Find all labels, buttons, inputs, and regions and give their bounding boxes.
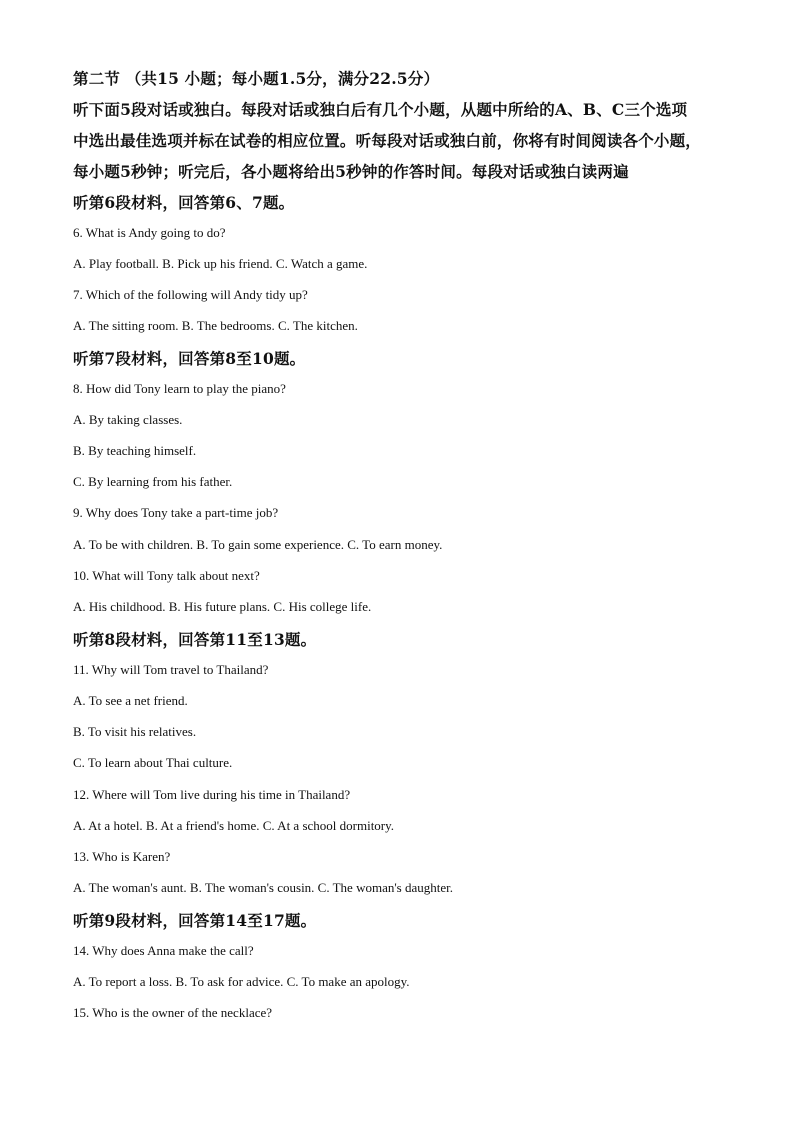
question-8-option-b: B. By teaching himself. xyxy=(73,443,197,458)
instructions-line-2: 中选出最佳选项并标在试卷的相应位置。听每段对话或独白前，你将有时间阅读各个小题， xyxy=(73,131,702,150)
question-13: 13. Who is Karen? xyxy=(73,849,171,864)
question-8-option-a: A. By taking classes. xyxy=(73,412,183,427)
question-12: 12. Where will Tom live during his time in Thailand? xyxy=(73,787,351,802)
question-8: 8. How did Tony learn to play the piano? xyxy=(73,381,286,396)
question-9: 9. Why does Tony take a part-time job? xyxy=(73,505,279,520)
question-11: 11. Why will Tom travel to Thailand? xyxy=(73,662,269,677)
group-heading-9: 听第9段材料，回答第14至17题。 xyxy=(73,911,317,930)
question-13-options: A. The woman's aunt. B. The woman's cousin. C. The woman's daughter. xyxy=(73,880,454,895)
question-7: 7. Which of the following will Andy tidy up? xyxy=(73,287,308,302)
section-title: 第二节 （共15 小题；每小题1.5分，满分22.5分） xyxy=(73,69,440,88)
group-heading-7: 听第7段材料，回答第8至10题。 xyxy=(73,349,306,368)
group-heading-6: 听第6段材料，回答第6、7题。 xyxy=(73,193,295,212)
question-15: 15. Who is the owner of the necklace? xyxy=(73,1005,273,1020)
group-heading-8: 听第8段材料，回答第11至13题。 xyxy=(73,630,317,649)
question-11-option-c: C. To learn about Thai culture. xyxy=(73,755,233,770)
question-11-option-a: A. To see a net friend. xyxy=(73,693,188,708)
question-6: 6. What is Andy going to do? xyxy=(73,225,226,240)
question-11-option-b: B. To visit his relatives. xyxy=(73,724,197,739)
question-7-options: A. The sitting room. B. The bedrooms. C. The kitchen. xyxy=(73,318,358,333)
question-9-options: A. To be with children. B. To gain some experience. C. To earn money. xyxy=(73,537,443,552)
question-14: 14. Why does Anna make the call? xyxy=(73,943,254,958)
instructions-line-1: 听下面5段对话或独白。每段对话或独白后有几个小题，从题中所给的A、B、C三个选项 xyxy=(73,100,688,119)
question-6-options: A. Play football. B. Pick up his friend. C. Watch a game. xyxy=(73,256,368,271)
question-8-option-c: C. By learning from his father. xyxy=(73,474,233,489)
question-10: 10. What will Tony talk about next? xyxy=(73,568,260,583)
instructions-line-3: 每小题5秒钟；听完后，各小题将给出5秒钟的作答时间。每段对话或独白读两遍 xyxy=(73,162,629,181)
question-12-options: A. At a hotel. B. At a friend's home. C. At a school dormitory. xyxy=(73,818,395,833)
question-10-options: A. His childhood. B. His future plans. C. His college life. xyxy=(73,599,372,614)
question-14-options: A. To report a loss. B. To ask for advice. C. To make an apology. xyxy=(73,974,410,989)
